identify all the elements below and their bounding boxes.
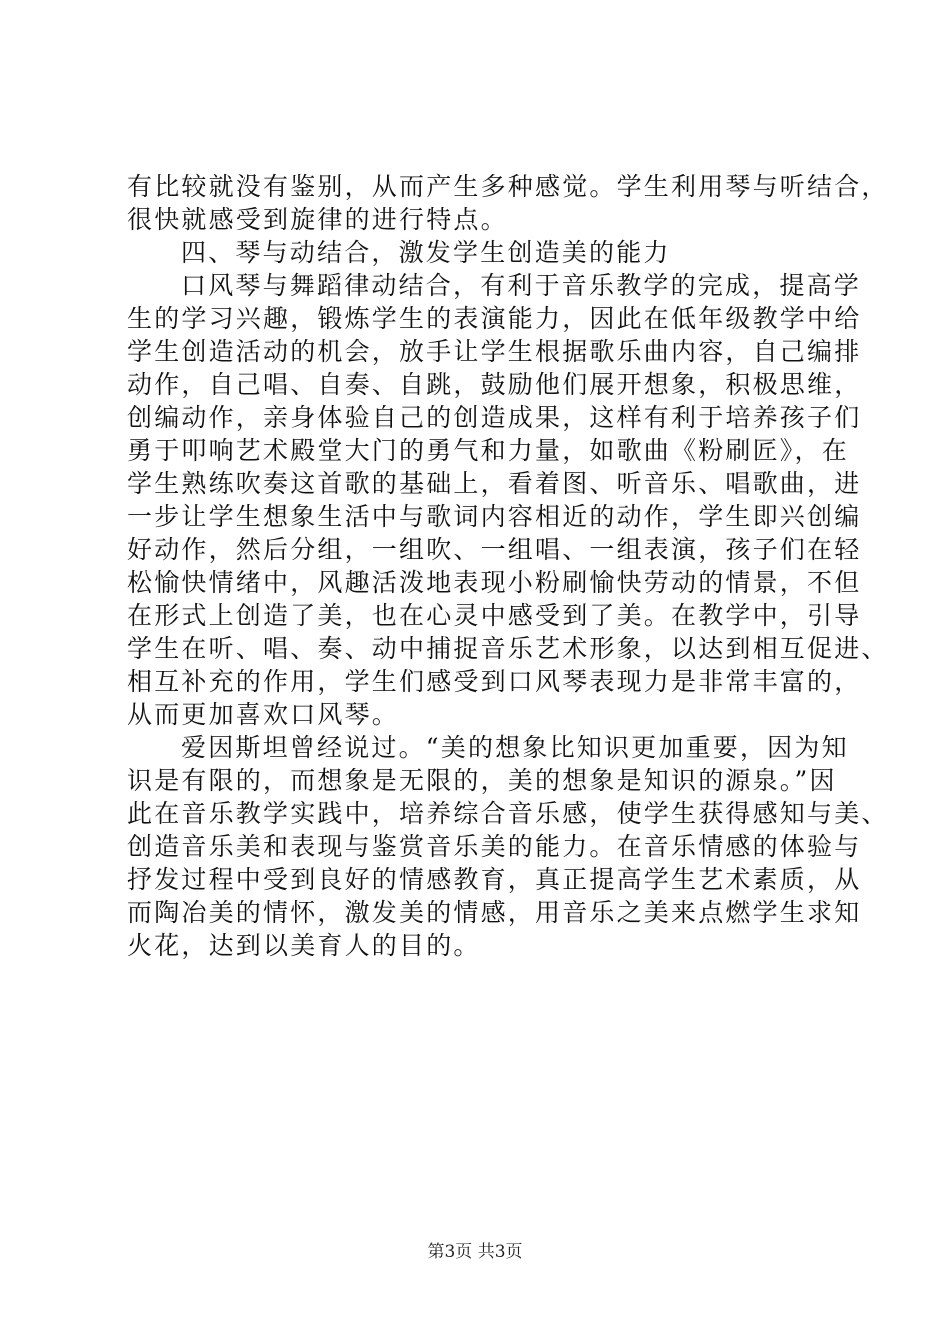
text-line: 有比较就没有鉴别，从而产生多种感觉。学生利用琴与听结合， xyxy=(127,172,889,201)
text-line: 从而更加喜欢口风琴。 xyxy=(127,700,400,729)
text-line: 相互补充的作用，学生们感受到口风琴表现力是非常丰富的， xyxy=(127,667,862,696)
text-line: 松愉快情绪中，风趣活泼地表现小粉刷愉快劳动的情景，不但 xyxy=(127,568,862,597)
text-line: 在形式上创造了美，也在心灵中感受到了美。在教学中，引导 xyxy=(127,601,862,630)
text-line: 火花，达到以美育人的目的。 xyxy=(127,931,481,960)
text-line: 创编动作，亲身体验自己的创造成果，这样有利于培养孩子们 xyxy=(127,403,862,432)
text-line: 勇于叩响艺术殿堂大门的勇气和力量，如歌曲《粉刷匠》，在 xyxy=(127,436,849,465)
text-line: 好动作，然后分组，一组吹、一组唱、一组表演，孩子们在轻 xyxy=(127,535,862,564)
text-line: 口风琴与舞蹈律动结合，有利于音乐教学的完成，提高学 xyxy=(181,271,862,300)
text-line: 一步让学生想象生活中与歌词内容相近的动作，学生即兴创编 xyxy=(127,502,862,531)
section-heading: 四、琴与动结合，激发学生创造美的能力 xyxy=(181,238,671,267)
paragraph-2 xyxy=(127,269,889,731)
text-line: 生的学习兴趣，锻炼学生的表演能力，因此在低年级教学中给 xyxy=(127,304,862,333)
paragraph-1 xyxy=(127,170,889,236)
text-line: 很快就感受到旋律的进行特点。 xyxy=(127,205,508,234)
text-line: 创造音乐美和表现与鉴赏音乐美的能力。在音乐情感的体验与 xyxy=(127,832,862,861)
text-line: 学生在听、唱、奏、动中捕捉音乐艺术形象，以达到相互促进、 xyxy=(127,634,889,663)
text-line: 识是有限的，而想象是无限的，美的想象是知识的源泉。”因 xyxy=(127,766,837,795)
text-line: 抒发过程中受到良好的情感教育，真正提高学生艺术素质，从 xyxy=(127,865,862,894)
text-line: 此在音乐教学实践中，培养综合音乐感，使学生获得感知与美、 xyxy=(127,799,889,828)
paragraph-3 xyxy=(127,731,889,962)
text-line: 而陶冶美的情怀，激发美的情感，用音乐之美来点燃学生求知 xyxy=(127,898,862,927)
text-line: 动作，自己唱、自奏、自跳，鼓励他们展开想象，积极思维， xyxy=(127,370,862,399)
text-line: 学生熟练吹奏这首歌的基础上，看着图、听音乐、唱歌曲，进 xyxy=(127,469,862,498)
document-body xyxy=(127,170,889,962)
page-number-footer: 第3页 共3页 xyxy=(427,1242,523,1262)
text-line: 学生创造活动的机会，放手让学生根据歌乐曲内容，自己编排 xyxy=(127,337,862,366)
text-line: 爱因斯坦曾经说过。“美的想象比知识更加重要，因为知 xyxy=(181,733,849,762)
